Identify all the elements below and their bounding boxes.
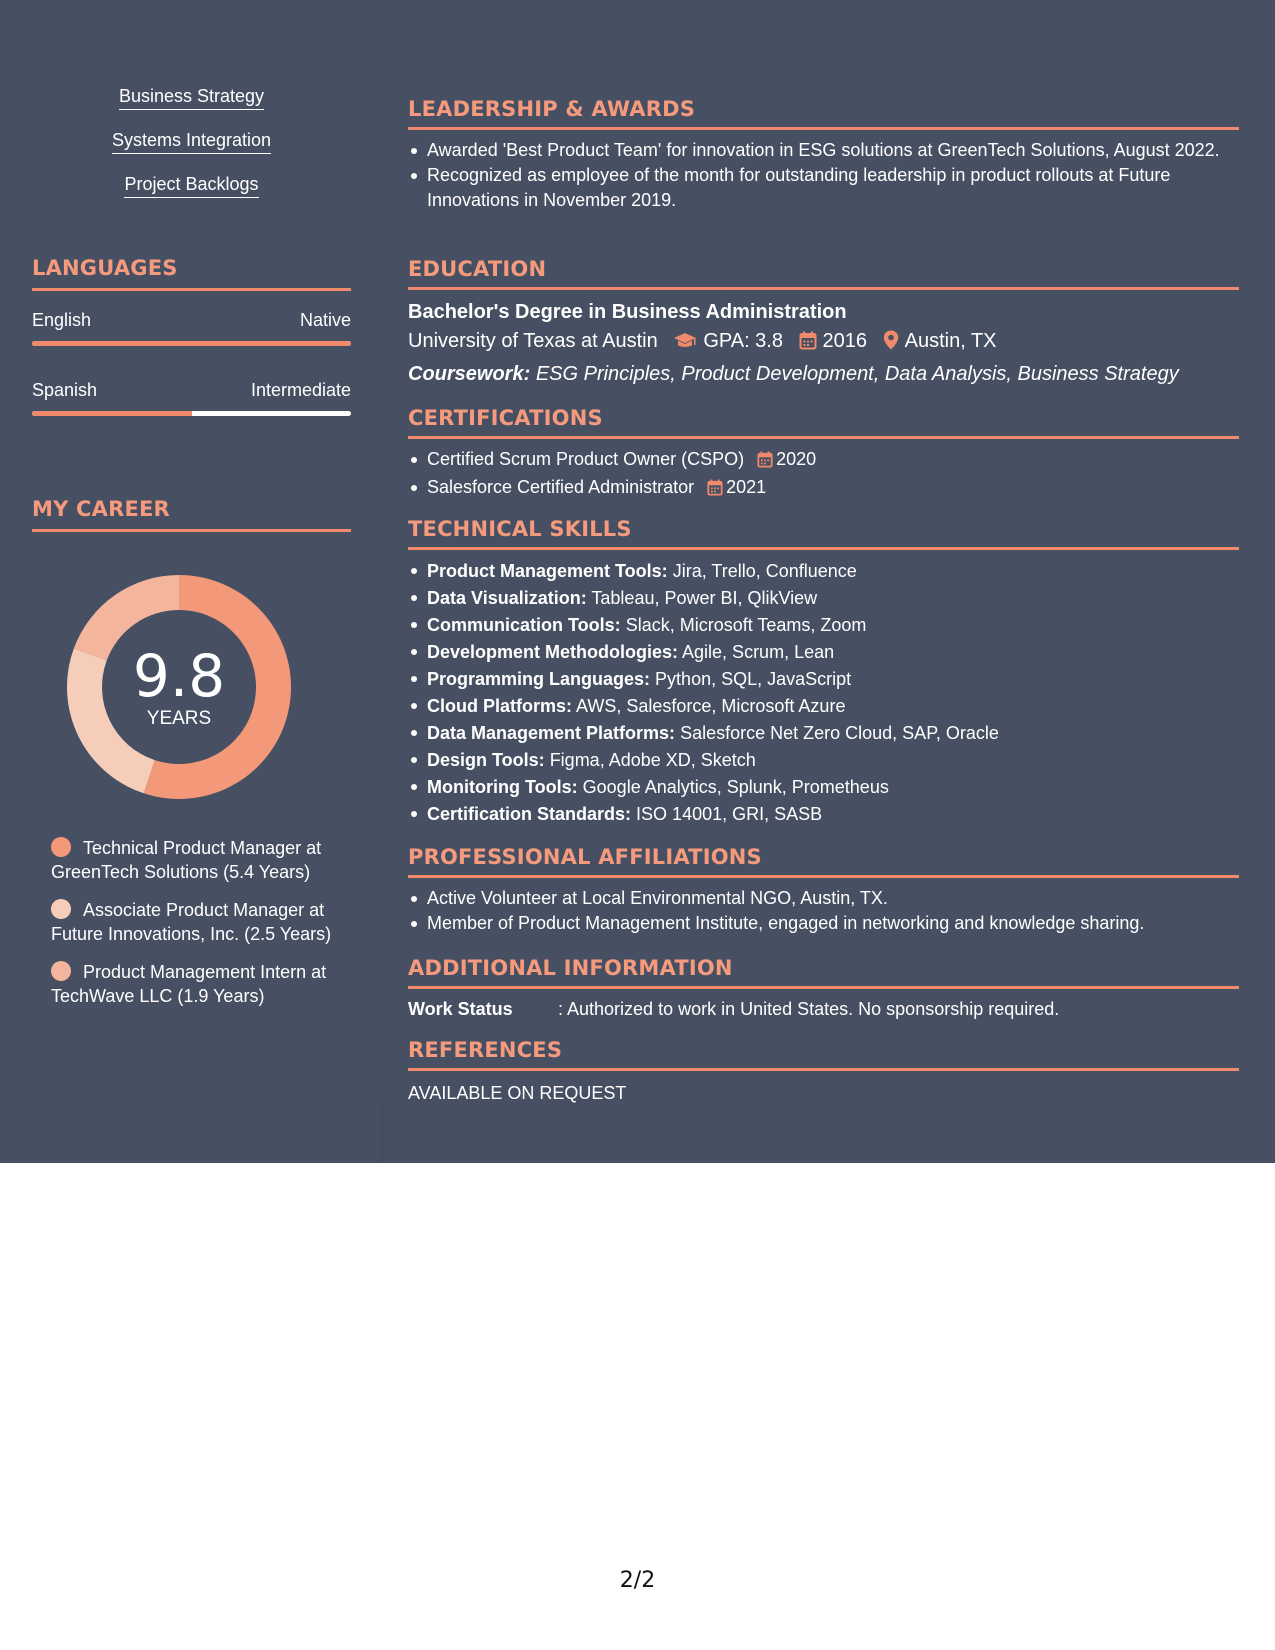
- legend-dot-icon: [51, 899, 71, 919]
- section-rule: [408, 436, 1239, 439]
- skill-value: Jira, Trello, Confluence: [672, 561, 857, 581]
- references-text: AVAILABLE ON REQUEST: [408, 1083, 627, 1103]
- language-name: English: [32, 310, 92, 330]
- list-item: [408, 639, 1239, 666]
- list-item: Active Volunteer at Local Environmental NGO, Austin, TX.: [408, 886, 1239, 911]
- languages-title: LANGUAGES: [32, 256, 178, 280]
- skill-label: Development Methodologies:: [427, 642, 679, 662]
- legend-dot-icon: [51, 961, 71, 981]
- list-item: [408, 475, 1239, 503]
- column-divider: [382, 1100, 383, 1163]
- skill-label: Communication Tools:: [427, 615, 621, 635]
- skill-value: Salesforce Net Zero Cloud, SAP, Oracle: [680, 723, 999, 743]
- donut-center: [66, 574, 292, 800]
- skill-label: Design Tools:: [427, 750, 545, 770]
- education-school: University of Texas at Austin: [408, 330, 658, 352]
- work-status-value: : Authorized to work in United States. No sponsorship required.: [558, 999, 1060, 1019]
- skill-label: Cloud Platforms:: [427, 696, 573, 716]
- list-item: [408, 585, 1239, 612]
- affiliations-list: [408, 886, 1239, 936]
- career-legend-item: [51, 836, 351, 884]
- career-legend: [51, 836, 351, 1022]
- leadership-section: [408, 96, 1239, 213]
- technical-skills-section: [408, 516, 1239, 828]
- section-title: CERTIFICATIONS: [408, 406, 603, 430]
- career-title: MY CAREER: [32, 497, 170, 521]
- career-legend-label: Associate Product Manager at Future Innovations, Inc. (2.5 Years): [51, 900, 332, 944]
- graduation-cap-icon: [673, 329, 697, 359]
- section-rule: [408, 287, 1239, 290]
- career-donut-chart: [66, 574, 292, 800]
- section-rule: [408, 875, 1239, 878]
- skill-value: Figma, Adobe XD, Sketch: [549, 750, 756, 770]
- list-item: Member of Product Management Institute, engaged in networking and knowledge sharing.: [408, 911, 1239, 936]
- calendar-icon: [757, 450, 773, 475]
- language-level: Intermediate: [250, 380, 351, 400]
- section-title: EDUCATION: [408, 257, 547, 281]
- page-number: 2/2: [619, 1568, 656, 1593]
- list-item: [408, 558, 1239, 585]
- career-total-unit: YEARS: [146, 708, 212, 729]
- section-rule: [408, 547, 1239, 550]
- coursework-list: ESG Principles, Product Development, Data Analysis, Business Strategy: [535, 363, 1179, 385]
- section-title: REFERENCES: [408, 1038, 563, 1062]
- list-item: Awarded 'Best Product Team' for innovation in ESG solutions at GreenTech Solutions, August 2022.: [408, 138, 1239, 163]
- skill-tag[interactable]: Business Strategy: [119, 86, 264, 110]
- career-legend-label: Technical Product Manager at GreenTech Solutions (5.4 Years): [51, 838, 322, 882]
- affiliations-section: [408, 844, 1239, 936]
- work-status-row: [408, 997, 1239, 1022]
- additional-info-section: [408, 955, 1239, 1022]
- list-item: [408, 693, 1239, 720]
- skill-value: Agile, Scrum, Lean: [682, 642, 835, 662]
- section-rule: [32, 529, 351, 532]
- education-section: [408, 256, 1239, 389]
- section-title: ADDITIONAL INFORMATION: [408, 956, 733, 980]
- education-details: [408, 326, 1239, 359]
- language-proficiency-fill: [32, 411, 192, 416]
- list-item: [408, 774, 1239, 801]
- list-item: [408, 612, 1239, 639]
- certification-name: Salesforce Certified Administrator: [427, 477, 695, 497]
- section-title: PROFESSIONAL AFFILIATIONS: [408, 845, 762, 869]
- education-coursework: [408, 359, 1239, 389]
- skill-tag[interactable]: Systems Integration: [112, 130, 271, 154]
- section-title: TECHNICAL SKILLS: [408, 517, 632, 541]
- section-title: LEADERSHIP & AWARDS: [408, 97, 696, 121]
- leadership-list: [408, 138, 1239, 213]
- skill-label: Certification Standards:: [427, 804, 632, 824]
- skill-label: Data Management Platforms:: [427, 723, 676, 743]
- certifications-list: [408, 447, 1239, 503]
- education-degree: Bachelor's Degree in Business Administration: [408, 301, 847, 323]
- language-proficiency-fill: [32, 341, 351, 346]
- skill-value: Slack, Microsoft Teams, Zoom: [625, 615, 867, 635]
- section-rule: [408, 1068, 1239, 1071]
- certification-year: 2021: [726, 477, 767, 497]
- skill-label: Data Visualization:: [427, 588, 587, 608]
- list-item: [408, 747, 1239, 774]
- education-gpa: GPA: 3.8: [703, 330, 783, 352]
- list-item: [408, 666, 1239, 693]
- language-name: Spanish: [32, 380, 98, 400]
- technical-skills-list: [408, 558, 1239, 828]
- certifications-section: [408, 405, 1239, 503]
- skill-value: Python, SQL, JavaScript: [655, 669, 852, 689]
- coursework-label: Coursework:: [408, 363, 531, 385]
- skill-tag[interactable]: Project Backlogs: [124, 174, 258, 198]
- language-level: Native: [299, 310, 351, 330]
- skill-value: ISO 14001, GRI, SASB: [636, 804, 823, 824]
- career-section: [32, 497, 351, 532]
- section-rule: [32, 288, 351, 291]
- skill-value: AWS, Salesforce, Microsoft Azure: [576, 696, 846, 716]
- references-section: [408, 1037, 1239, 1104]
- language-proficiency-bar: [32, 341, 351, 346]
- skill-value: Tableau, Power BI, QlikView: [591, 588, 818, 608]
- section-rule: [408, 127, 1239, 130]
- list-item: Recognized as employee of the month for outstanding leadership in product rollouts at Future Innovations in November 2019.: [408, 163, 1239, 213]
- education-year: 2016: [822, 330, 868, 352]
- list-item: [408, 801, 1239, 828]
- list-item: [408, 447, 1239, 475]
- skill-tags: [32, 86, 351, 218]
- career-legend-item: [51, 960, 351, 1008]
- languages-section: [32, 256, 351, 291]
- section-rule: [408, 986, 1239, 989]
- education-location: Austin, TX: [904, 330, 997, 352]
- career-legend-label: Product Management Intern at TechWave LLC (1.9 Years): [51, 962, 327, 1006]
- language-proficiency-bar: [32, 411, 351, 416]
- list-item: [408, 720, 1239, 747]
- legend-dot-icon: [51, 837, 71, 857]
- skill-label: Programming Languages:: [427, 669, 651, 689]
- career-total-years: 9.8: [132, 642, 226, 710]
- skill-label: Monitoring Tools:: [427, 777, 578, 797]
- work-status-label: Work Status: [408, 999, 513, 1019]
- location-pin-icon: [883, 329, 899, 359]
- career-legend-item: [51, 898, 351, 946]
- calendar-icon: [799, 329, 817, 359]
- skill-label: Product Management Tools:: [427, 561, 668, 581]
- certification-name: Certified Scrum Product Owner (CSPO): [427, 449, 745, 469]
- certification-year: 2020: [776, 449, 817, 469]
- calendar-icon: [707, 478, 723, 503]
- skill-value: Google Analytics, Splunk, Prometheus: [582, 777, 889, 797]
